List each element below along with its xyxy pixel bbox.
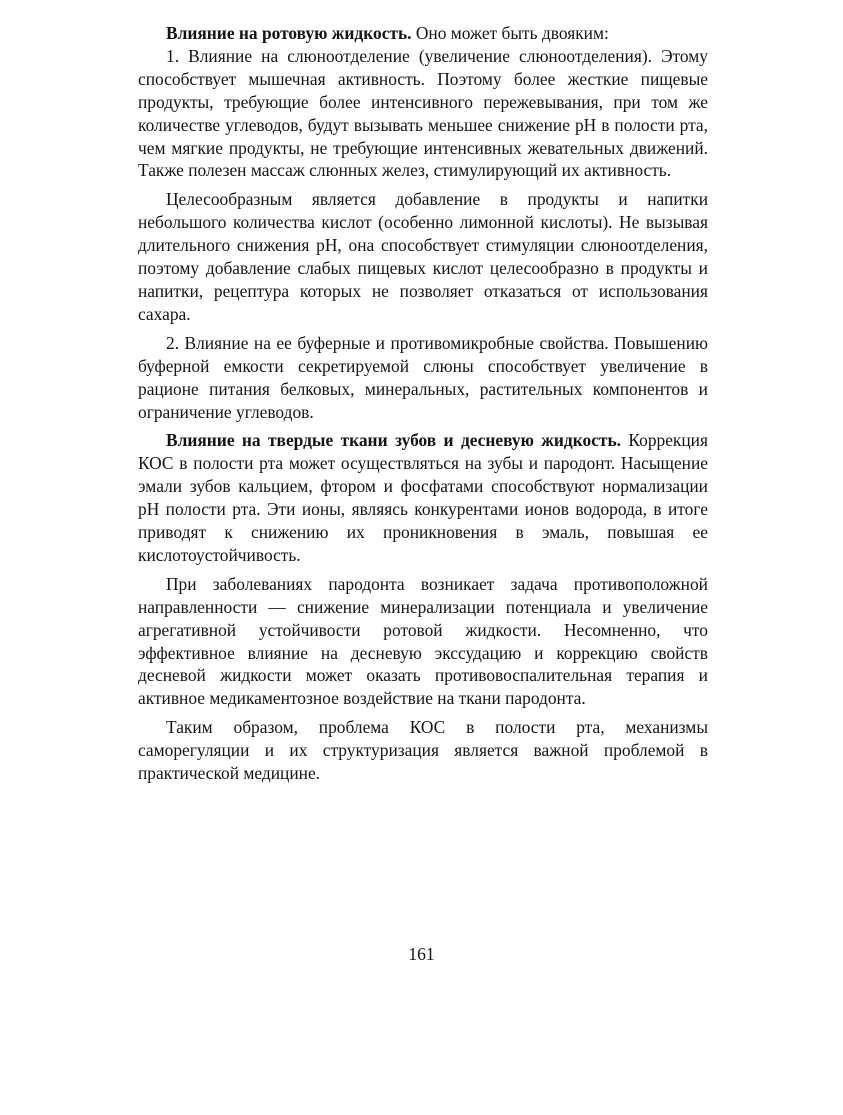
paragraph-periodontal-disease [138,573,708,710]
paragraph-text: При заболеваниях пародонта возникает задача противоположной направленности — снижение минерализации потенциала и увеличение агрегативной устойчивости ротовой жидкости. Несомненно, что эффективное влияние на десневую экссудацию и коррекцию свойств десневой жидкости может оказать противовоспалительная терапия и активное медикаментозное воздействие на ткани пародонта. [138,573,708,709]
paragraph-hard-tissues [138,429,708,566]
paragraph-salivation [138,45,708,182]
paragraph-text: Коррекция КОС в полости рта может осуществляться на зубы и пародонт. Насыщение эмали зубов кальцием, фтором и фосфатами способствуют нормализации pH полости рта. Эти ионы, являясь конкурентами ионов водорода, в итоге приводят к снижению их проникновения в эмаль, повышая ее кислотоустойчивость. [138,430,708,565]
paragraph-oral-fluid-intro [138,22,708,45]
paragraph-text: Оно может быть двояким: [411,23,609,43]
page-body [138,22,708,785]
heading-oral-fluid: Влияние на ротовую жидкость. [166,23,412,43]
paragraph-text: 2. Влияние на ее буферные и противомикробные свойства. Повышению буферной емкости секретируемой слюны способствует увеличение в рационе питания белковых, минеральных, растительных компонентов и ограничение углеводов. [138,332,708,422]
paragraph-text: 1. Влияние на слюноотделение (увеличение слюноотделения). Этому способствует мышечная активность. Поэтому более жесткие пищевые продукты, требующие более интенсивного пережевывания, при том же количестве углеводов, будут вызывать меньшее снижение pH в полости рта, чем мягкие продукты, не требующие интенсивных жевательных движений. Также полезен массаж слюнных желез, стимулирующий их активность. [138,45,708,181]
heading-hard-tissues: Влияние на твердые ткани зубов и десневую жидкость. [166,430,622,451]
paragraph-acids [138,188,708,325]
paragraph-buffer-properties [138,332,708,424]
paragraph-text: Целесообразным является добавление в продукты и напитки небольшого количества кислот (особенно лимонной кислоты). Не вызывая длительного снижения pH, она способствует стимуляции слюноотделения, поэтому добавление слабых пищевых кислот целесообразно в продукты и напитки, рецептура которых не позволяет отказаться от использования сахара. [138,189,708,324]
paragraph-conclusion [138,716,708,785]
paragraph-text: Таким образом, проблема КОС в полости рта, механизмы саморегуляции и их структуризация является важной проблемой в практической медицине. [138,717,708,784]
page-number: 161 [408,944,435,964]
